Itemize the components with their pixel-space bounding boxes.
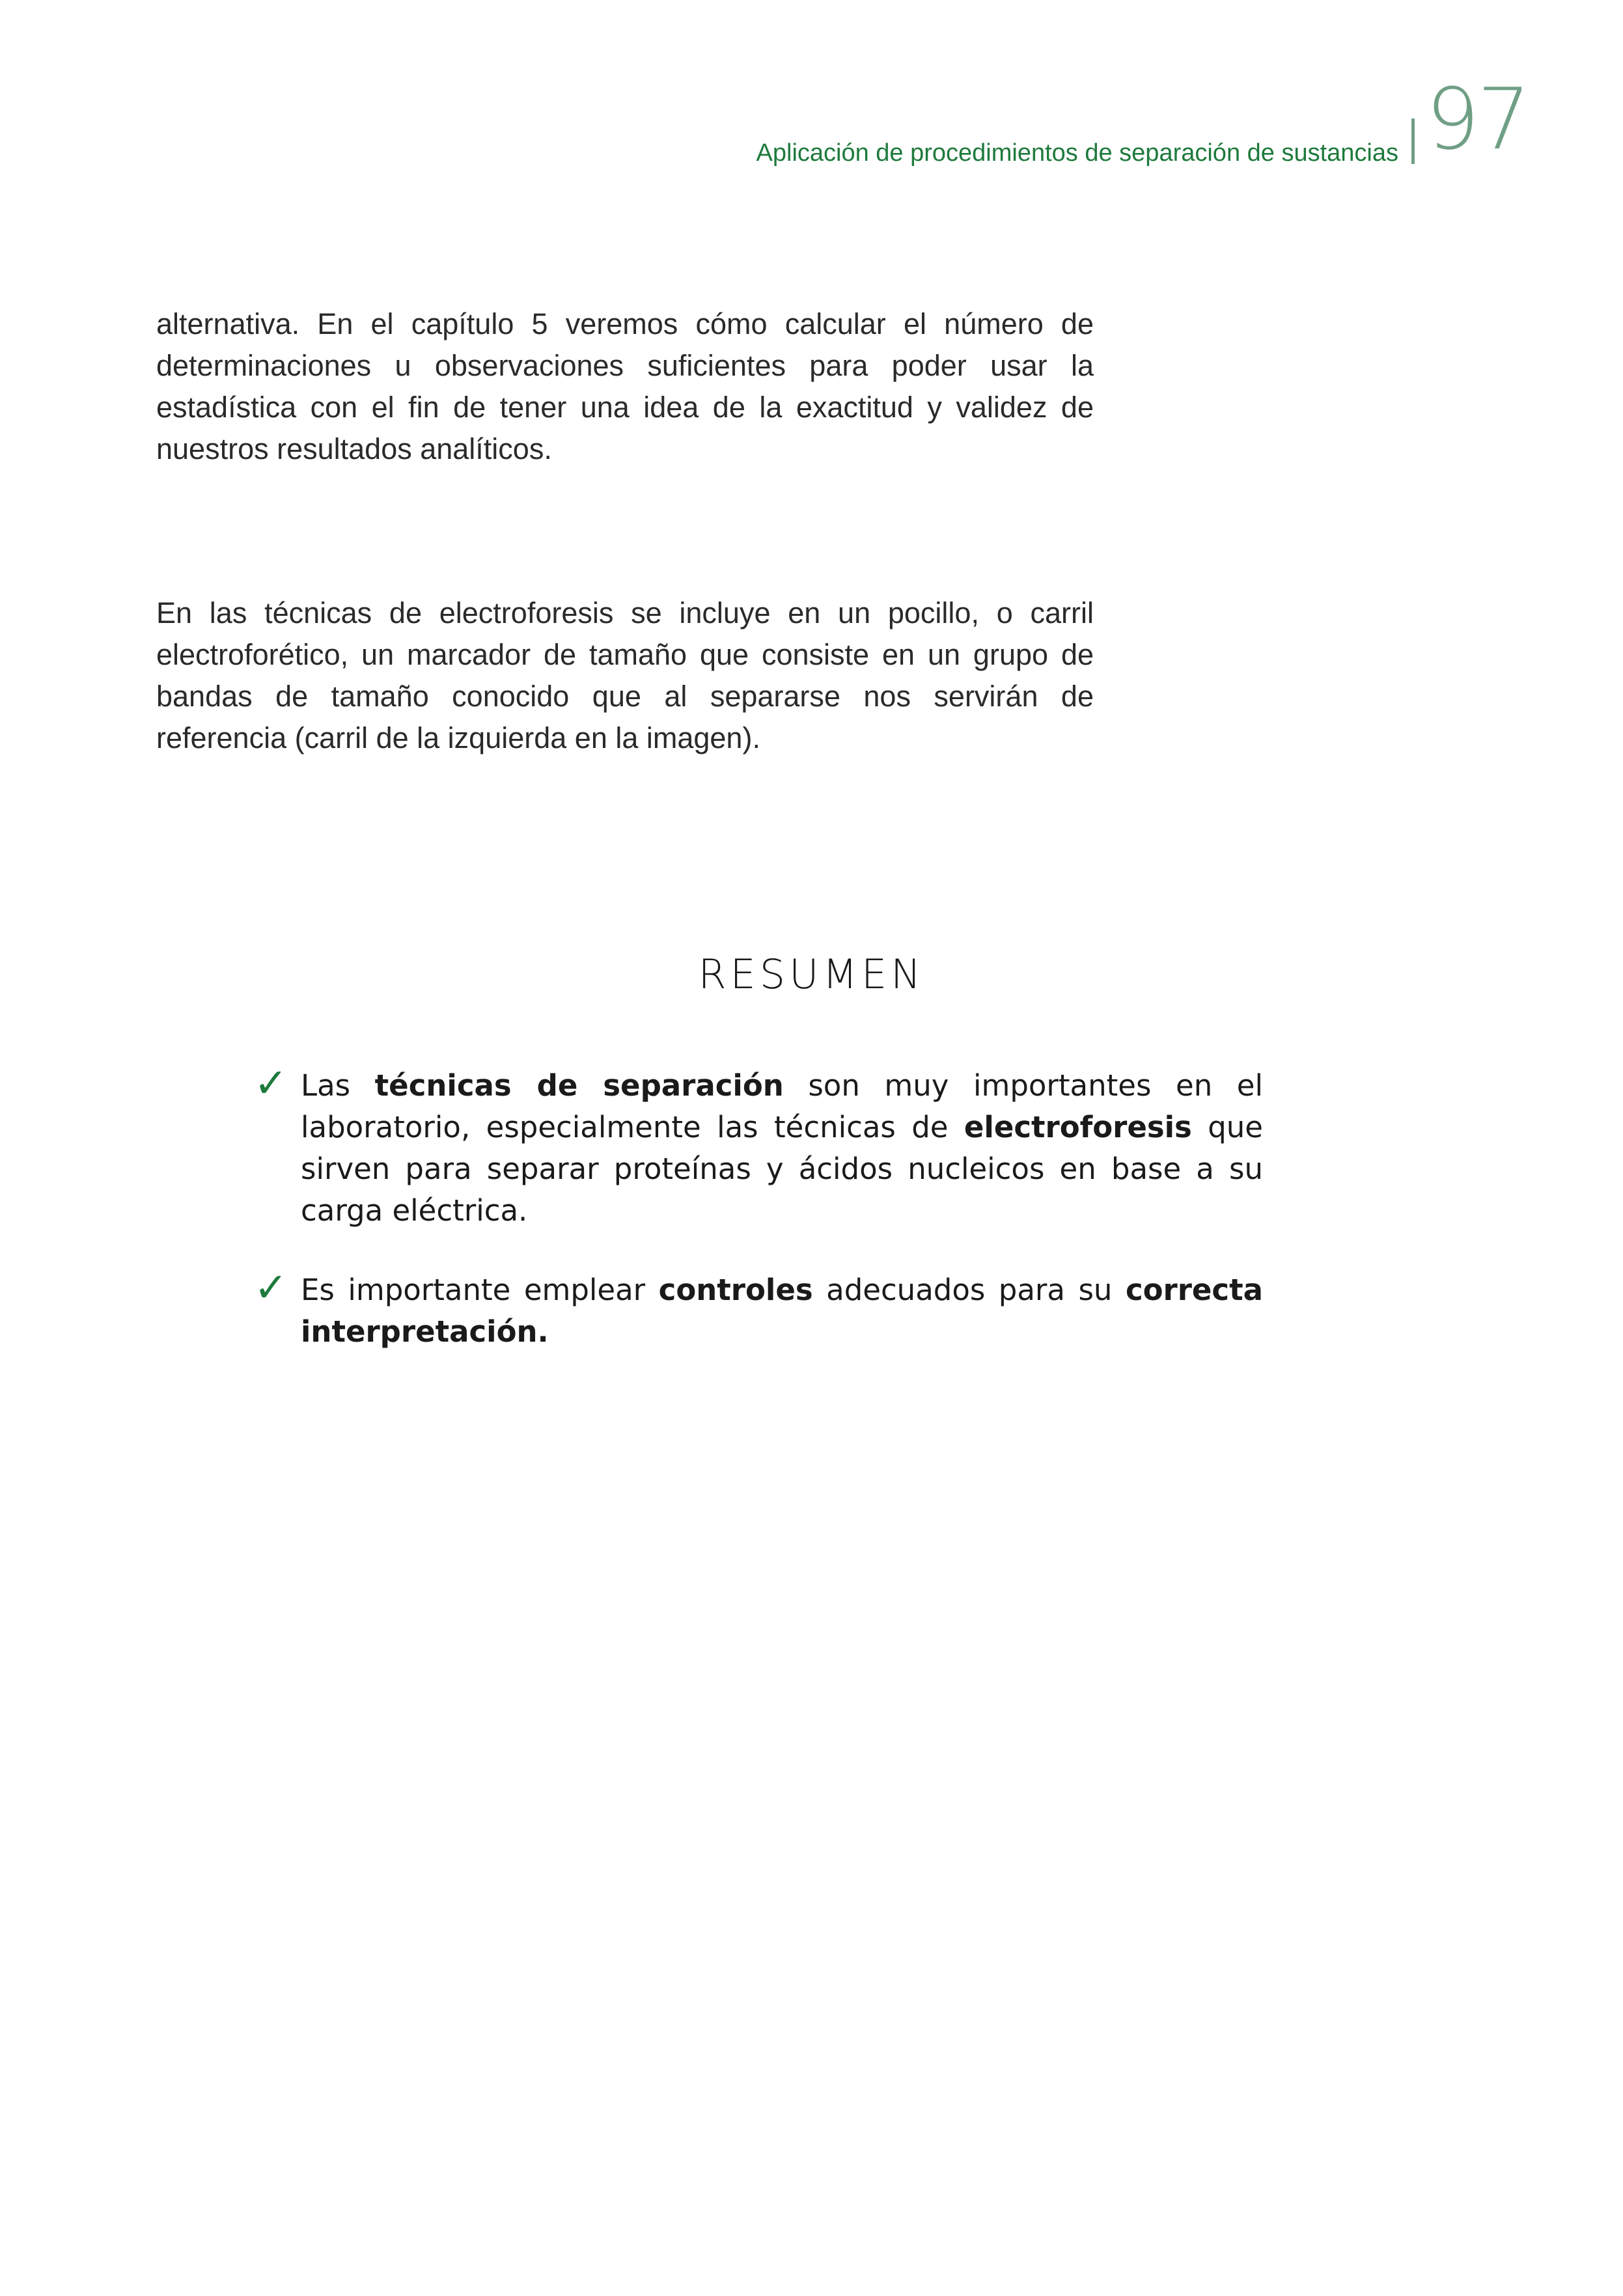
- summary-bold-text: correcta interpretación.: [301, 1273, 1263, 1349]
- summary-text: son muy importantes en el laboratorio, especialmente las técnicas de: [301, 1068, 1263, 1144]
- page-number: 97: [1426, 70, 1529, 169]
- body-paragraph-1: alternativa. En el capítulo 5 veremos cómo calcular el número de determinaciones u observaciones suficientes para poder usar la estadística con el fin de tener una idea de la exactitud y validez de nuestros resultados analíticos.: [156, 307, 1094, 465]
- summary-bold-text: electroforesis: [964, 1110, 1192, 1144]
- header-divider: [1411, 118, 1415, 164]
- summary-item-2: [254, 1264, 1263, 1353]
- running-head-title: Aplicación de procedimientos de separación de sustancias: [756, 139, 1398, 167]
- check-icon: ✓: [254, 1059, 288, 1107]
- summary-text: que sirven para separar proteínas y ácidos nucleicos en base a su carga eléctrica.: [301, 1110, 1263, 1228]
- summary-title: RESUMEN: [698, 950, 925, 998]
- summary-text: Es importante emplear: [301, 1273, 659, 1307]
- summary-text: Las: [301, 1068, 375, 1103]
- check-icon: ✓: [254, 1264, 288, 1311]
- summary-list: [254, 1059, 1263, 1390]
- body-paragraph-2: En las técnicas de electroforesis se incluye en un pocillo, o carril electroforético, un marcador de tamaño que consiste en un grupo de bandas de tamaño conocido que al separarse nos servirán de referencia (carril de la izquierda en la imagen).: [156, 596, 1094, 754]
- summary-text: adecuados para su: [812, 1273, 1126, 1307]
- summary-bold-text: técnicas de separación: [374, 1068, 784, 1103]
- summary-item-1: [254, 1059, 1263, 1232]
- summary-bold-text: controles: [658, 1273, 813, 1307]
